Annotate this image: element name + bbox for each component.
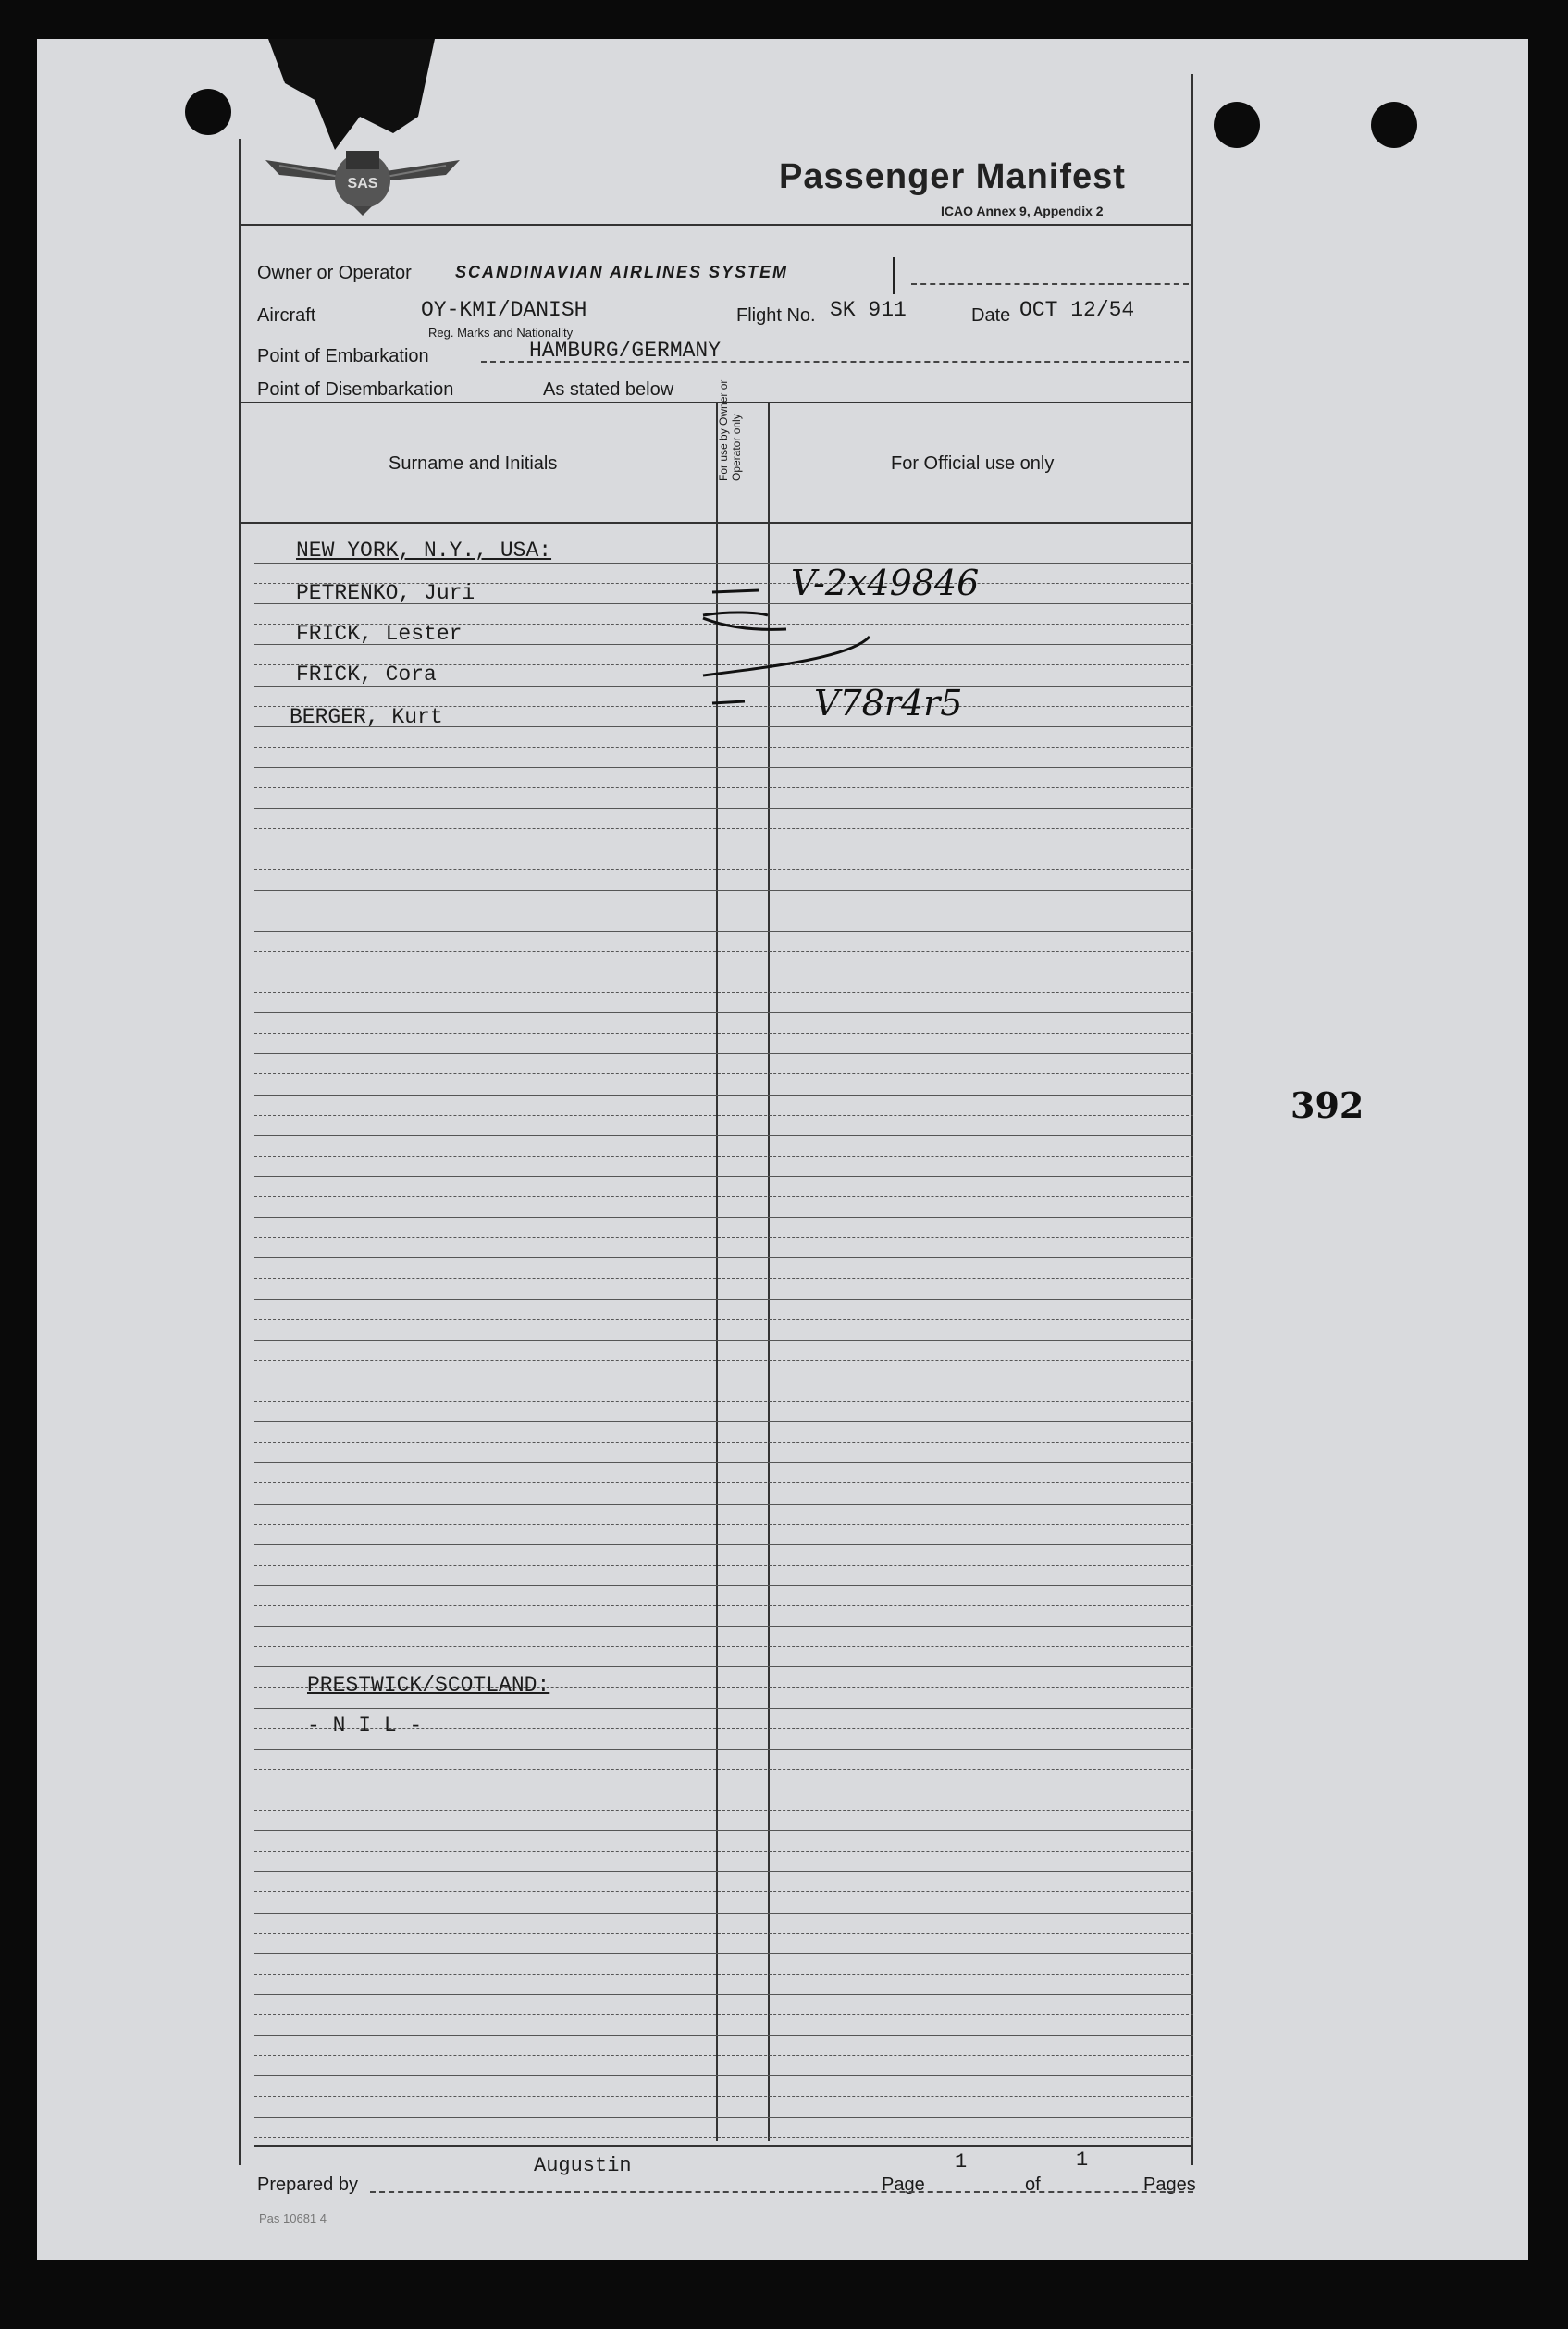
ruled-dotted-line	[254, 1769, 1193, 1770]
ruled-row-line	[254, 1585, 1193, 1586]
ruled-row-line	[254, 890, 1193, 891]
ruled-row-line	[254, 1953, 1193, 1954]
ruled-dotted-line	[254, 1033, 1193, 1034]
ruled-row-line	[254, 1217, 1193, 1218]
ruled-dotted-line	[254, 1442, 1193, 1443]
owner-mark	[893, 257, 895, 294]
owner-dotted-line	[911, 283, 1189, 285]
prepared-by-value: Augustin	[534, 2154, 632, 2177]
ruled-row-line	[254, 1708, 1193, 1709]
form-left-border	[239, 139, 241, 2165]
flight-value: SK 911	[830, 298, 907, 322]
ruled-dotted-line	[254, 1524, 1193, 1525]
punch-hole	[1214, 102, 1260, 148]
form-title: Passenger Manifest	[779, 157, 1126, 196]
ruled-row-line	[254, 1095, 1193, 1096]
ruled-dotted-line	[254, 1401, 1193, 1402]
ruled-dotted-line	[254, 1278, 1193, 1279]
ruled-dotted-line	[254, 828, 1193, 829]
page-number-value: 1	[955, 2150, 968, 2174]
manifest-sheet	[37, 39, 1528, 2260]
form-number: Pas 10681 4	[259, 2211, 327, 2225]
ruled-dotted-line	[254, 1646, 1193, 1647]
table-bottom-border	[254, 2145, 1193, 2147]
ruled-dotted-line	[254, 1605, 1193, 1606]
reg-note: Reg. Marks and Nationality	[428, 326, 574, 340]
ruled-row-line	[254, 1299, 1193, 1300]
ruled-dotted-line	[254, 2096, 1193, 2097]
footer-dotted-line	[370, 2191, 1193, 2193]
ruled-row-line	[254, 931, 1193, 932]
ruled-dotted-line	[254, 1115, 1193, 1116]
ruled-row-line	[254, 1257, 1193, 1258]
ruled-row-line	[254, 767, 1193, 768]
passenger-row: FRICK, Cora	[296, 663, 437, 687]
ruled-row-line	[254, 1504, 1193, 1505]
of-label: of	[1025, 2174, 1041, 2195]
embark-value: HAMBURG/GERMANY	[529, 339, 722, 363]
ruled-dotted-line	[254, 1482, 1193, 1483]
flight-label: Flight No.	[736, 305, 816, 326]
punch-hole	[1371, 102, 1417, 148]
prepared-by-label: Prepared by	[257, 2174, 358, 2195]
ruled-row-line	[254, 1994, 1193, 1995]
surname-column-header: Surname and Initials	[389, 453, 558, 474]
ruled-dotted-line	[254, 1974, 1193, 1975]
disembark-value: As stated below	[543, 379, 674, 400]
passenger-row: FRICK, Lester	[296, 622, 463, 646]
page-label: Page	[882, 2174, 925, 2195]
ruled-row-line	[254, 1913, 1193, 1914]
page-stamp-number: 392	[1290, 1084, 1364, 1126]
ruled-dotted-line	[254, 1156, 1193, 1157]
ruled-row-line	[254, 1871, 1193, 1872]
handwritten-visa-number: V78r4r5	[814, 683, 963, 724]
ruled-dotted-line	[254, 1810, 1193, 1811]
ruled-row-line	[254, 563, 1193, 564]
ruled-row-line	[254, 1135, 1193, 1136]
owner-value: SCANDINAVIAN AIRLINES SYSTEM	[455, 263, 789, 281]
destination-new-york: NEW YORK, N.Y., USA:	[296, 539, 552, 563]
ruled-row-line	[254, 1053, 1193, 1054]
ruled-row-line	[254, 1176, 1193, 1177]
ruled-dotted-line	[254, 2055, 1193, 2056]
ruled-row-line	[254, 808, 1193, 809]
ruled-row-line	[254, 2117, 1193, 2118]
official-column-header: For Official use only	[891, 453, 1055, 474]
ruled-dotted-line	[254, 2137, 1193, 2138]
total-pages-value: 1	[1076, 2149, 1089, 2172]
nil-entry: - N I L -	[307, 1714, 423, 1738]
ruled-row-line	[254, 1462, 1193, 1463]
owner-use-column-header: For use by Owner or Operator only	[717, 379, 743, 481]
ruled-dotted-line	[254, 787, 1193, 788]
passenger-row: PETRENKO, Juri	[296, 581, 475, 605]
ruled-row-line	[254, 1749, 1193, 1750]
header-divider	[239, 224, 1191, 226]
ruled-dotted-line	[254, 1891, 1193, 1892]
aircraft-label: Aircraft	[257, 305, 316, 326]
form-right-border	[1191, 74, 1193, 2165]
ruled-row-line	[254, 2035, 1193, 2036]
ruled-row-line	[254, 2075, 1193, 2076]
table-top-border	[239, 402, 1191, 403]
ruled-row-line	[254, 1012, 1193, 1013]
pages-label: Pages	[1143, 2174, 1196, 2195]
ruled-dotted-line	[254, 1319, 1193, 1320]
form-subtitle: ICAO Annex 9, Appendix 2	[941, 204, 1104, 218]
sas-logo-icon	[261, 143, 464, 217]
ruled-dotted-line	[254, 992, 1193, 993]
date-label: Date	[971, 305, 1011, 326]
ruled-row-line	[254, 1544, 1193, 1545]
ruled-dotted-line	[254, 1073, 1193, 1074]
ruled-row-line	[254, 1421, 1193, 1422]
ruled-dotted-line	[254, 1851, 1193, 1852]
logo-text: SAS	[347, 176, 378, 192]
ruled-dotted-line	[254, 747, 1193, 748]
ruled-row-line	[254, 1340, 1193, 1341]
destination-prestwick: PRESTWICK/SCOTLAND:	[307, 1673, 550, 1697]
ruled-dotted-line	[254, 1360, 1193, 1361]
owner-label: Owner or Operator	[257, 263, 412, 283]
ruled-dotted-line	[254, 1565, 1193, 1566]
passenger-row: BERGER, Kurt	[290, 705, 443, 729]
handwritten-visa-number: V-2x49846	[791, 563, 980, 603]
ruled-dotted-line	[254, 1933, 1193, 1934]
embark-dotted-line	[481, 361, 1189, 363]
column-header-divider	[239, 522, 1191, 524]
ruled-row-line	[254, 1830, 1193, 1831]
ruled-dotted-line	[254, 951, 1193, 952]
aircraft-value: OY-KMI/DANISH	[421, 298, 587, 322]
ruled-dotted-line	[254, 2014, 1193, 2015]
date-value: OCT 12/54	[1019, 298, 1135, 322]
ruled-dotted-line	[254, 869, 1193, 870]
ruled-dotted-line	[254, 1237, 1193, 1238]
embark-label: Point of Embarkation	[257, 346, 429, 366]
disembark-label: Point of Disembarkation	[257, 379, 454, 400]
ruled-dotted-line	[254, 1196, 1193, 1197]
punch-hole	[185, 89, 231, 135]
ruled-row-line	[254, 1666, 1193, 1667]
ruled-row-line	[254, 1626, 1193, 1627]
